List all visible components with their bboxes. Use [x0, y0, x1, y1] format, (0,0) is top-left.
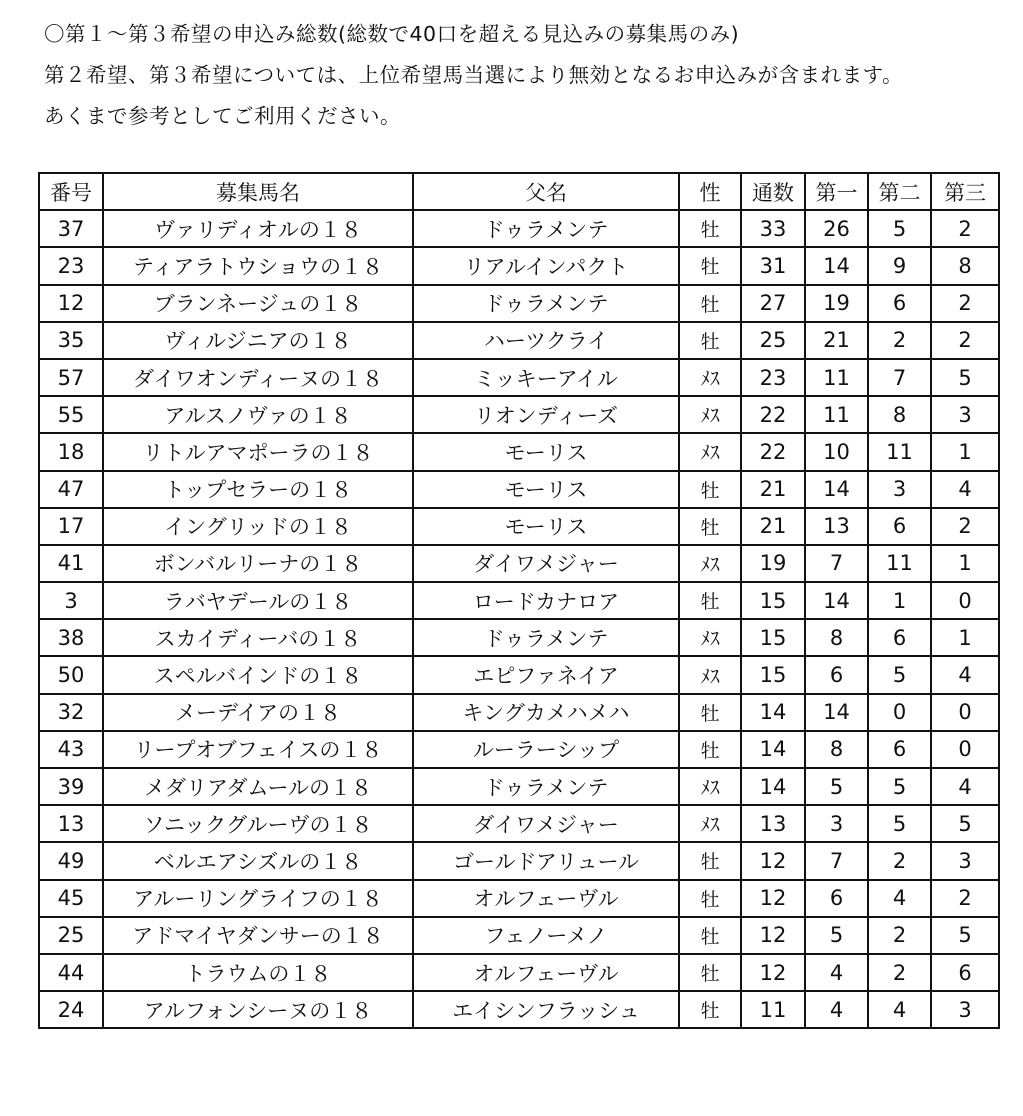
cell-second: 5: [868, 656, 931, 693]
cell-third: 3: [931, 842, 999, 879]
cell-sex: 牡: [679, 954, 741, 991]
cell-second: 2: [868, 842, 931, 879]
cell-sex: ﾒｽ: [679, 396, 741, 433]
cell-sire: キングカメハメハ: [413, 694, 679, 731]
cell-first: 4: [805, 954, 868, 991]
cell-sire: エピファネイア: [413, 656, 679, 693]
cell-sex: 牡: [679, 285, 741, 322]
cell-second: 2: [868, 322, 931, 359]
cell-number: 49: [39, 842, 103, 879]
cell-third: 8: [931, 247, 999, 284]
cell-total: 14: [741, 731, 805, 768]
cell-first: 14: [805, 471, 868, 508]
cell-sire: ドゥラメンテ: [413, 210, 679, 247]
cell-first: 6: [805, 656, 868, 693]
cell-first: 14: [805, 694, 868, 731]
cell-sex: ﾒｽ: [679, 656, 741, 693]
cell-first: 21: [805, 322, 868, 359]
cell-second: 6: [868, 285, 931, 322]
cell-first: 13: [805, 508, 868, 545]
header-horse-name: 募集馬名: [103, 173, 413, 210]
cell-number: 3: [39, 582, 103, 619]
cell-horse-name: ボンバルリーナの１８: [103, 545, 413, 582]
application-count-table: [38, 172, 1000, 1029]
cell-number: 38: [39, 619, 103, 656]
cell-horse-name: ヴァリディオルの１８: [103, 210, 413, 247]
cell-second: 8: [868, 396, 931, 433]
table-row: [39, 322, 999, 359]
cell-sex: 牡: [679, 471, 741, 508]
cell-total: 33: [741, 210, 805, 247]
cell-sire: ロードカナロア: [413, 582, 679, 619]
table-row: [39, 247, 999, 284]
cell-horse-name: メーデイアの１８: [103, 694, 413, 731]
cell-number: 41: [39, 545, 103, 582]
cell-number: 55: [39, 396, 103, 433]
table-row: [39, 210, 999, 247]
header-total: 通数: [741, 173, 805, 210]
cell-sex: 牡: [679, 247, 741, 284]
cell-second: 5: [868, 768, 931, 805]
cell-sex: ﾒｽ: [679, 545, 741, 582]
cell-first: 10: [805, 433, 868, 470]
cell-horse-name: イングリッドの１８: [103, 508, 413, 545]
cell-sex: ﾒｽ: [679, 359, 741, 396]
cell-sire: ハーツクライ: [413, 322, 679, 359]
cell-first: 5: [805, 768, 868, 805]
note-title: 〇第１～第３希望の申込み総数(総数で40口を超える見込みの募集馬のみ): [44, 22, 740, 46]
cell-second: 6: [868, 508, 931, 545]
cell-second: 7: [868, 359, 931, 396]
cell-sex: 牡: [679, 880, 741, 917]
cell-second: 6: [868, 731, 931, 768]
cell-third: 2: [931, 880, 999, 917]
cell-total: 12: [741, 954, 805, 991]
cell-number: 18: [39, 433, 103, 470]
cell-number: 13: [39, 805, 103, 842]
cell-sire: ドゥラメンテ: [413, 768, 679, 805]
cell-sex: 牡: [679, 991, 741, 1028]
cell-sire: オルフェーヴル: [413, 954, 679, 991]
cell-sire: ドゥラメンテ: [413, 285, 679, 322]
cell-horse-name: ラバヤデールの１８: [103, 582, 413, 619]
cell-first: 14: [805, 247, 868, 284]
cell-total: 21: [741, 471, 805, 508]
cell-third: 3: [931, 991, 999, 1028]
cell-first: 11: [805, 396, 868, 433]
cell-sire: オルフェーヴル: [413, 880, 679, 917]
cell-second: 1: [868, 582, 931, 619]
table-body: [39, 210, 999, 1028]
cell-first: 4: [805, 991, 868, 1028]
cell-number: 32: [39, 694, 103, 731]
cell-total: 25: [741, 322, 805, 359]
cell-sire: ダイワメジャー: [413, 805, 679, 842]
cell-horse-name: アルスノヴァの１８: [103, 396, 413, 433]
cell-number: 37: [39, 210, 103, 247]
cell-second: 0: [868, 694, 931, 731]
cell-third: 6: [931, 954, 999, 991]
cell-number: 17: [39, 508, 103, 545]
cell-horse-name: スカイディーバの１８: [103, 619, 413, 656]
table-row: [39, 471, 999, 508]
cell-total: 21: [741, 508, 805, 545]
cell-third: 0: [931, 582, 999, 619]
table-row: [39, 694, 999, 731]
cell-second: 4: [868, 991, 931, 1028]
cell-second: 5: [868, 210, 931, 247]
cell-first: 14: [805, 582, 868, 619]
table-row: [39, 917, 999, 954]
cell-number: 24: [39, 991, 103, 1028]
cell-second: 2: [868, 954, 931, 991]
cell-total: 19: [741, 545, 805, 582]
cell-horse-name: アルーリングライフの１８: [103, 880, 413, 917]
table-row: [39, 619, 999, 656]
cell-first: 8: [805, 619, 868, 656]
table-row: [39, 285, 999, 322]
cell-third: 2: [931, 508, 999, 545]
cell-sire: ゴールドアリュール: [413, 842, 679, 879]
table-row: [39, 359, 999, 396]
cell-number: 50: [39, 656, 103, 693]
cell-number: 44: [39, 954, 103, 991]
notes-block: [44, 14, 1019, 137]
cell-total: 22: [741, 396, 805, 433]
cell-first: 7: [805, 545, 868, 582]
table-row: [39, 880, 999, 917]
cell-horse-name: トラウムの１８: [103, 954, 413, 991]
cell-total: 23: [741, 359, 805, 396]
cell-second: 2: [868, 917, 931, 954]
cell-total: 14: [741, 694, 805, 731]
cell-third: 3: [931, 396, 999, 433]
cell-horse-name: アドマイヤダンサーの１８: [103, 917, 413, 954]
cell-horse-name: ベルエアシズルの１８: [103, 842, 413, 879]
cell-sire: モーリス: [413, 433, 679, 470]
cell-third: 5: [931, 917, 999, 954]
cell-second: 9: [868, 247, 931, 284]
cell-third: 5: [931, 805, 999, 842]
cell-number: 23: [39, 247, 103, 284]
table-row: [39, 731, 999, 768]
cell-horse-name: スペルバインドの１８: [103, 656, 413, 693]
cell-total: 12: [741, 917, 805, 954]
cell-horse-name: ヴィルジニアの１８: [103, 322, 413, 359]
cell-second: 11: [868, 433, 931, 470]
cell-third: 4: [931, 656, 999, 693]
cell-number: 43: [39, 731, 103, 768]
cell-horse-name: リープオブフェイスの１８: [103, 731, 413, 768]
cell-sire: ミッキーアイル: [413, 359, 679, 396]
cell-horse-name: トップセラーの１８: [103, 471, 413, 508]
cell-sex: 牡: [679, 842, 741, 879]
cell-sex: 牡: [679, 694, 741, 731]
table-row: [39, 582, 999, 619]
cell-total: 15: [741, 582, 805, 619]
table-row: [39, 768, 999, 805]
cell-third: 5: [931, 359, 999, 396]
cell-horse-name: ティアラトウショウの１８: [103, 247, 413, 284]
table-row: [39, 805, 999, 842]
cell-first: 3: [805, 805, 868, 842]
cell-first: 5: [805, 917, 868, 954]
cell-sire: ダイワメジャー: [413, 545, 679, 582]
cell-second: 5: [868, 805, 931, 842]
header-second-choice: 第二: [868, 173, 931, 210]
cell-third: 0: [931, 694, 999, 731]
cell-total: 11: [741, 991, 805, 1028]
cell-number: 25: [39, 917, 103, 954]
cell-number: 12: [39, 285, 103, 322]
cell-sire: ドゥラメンテ: [413, 619, 679, 656]
header-number: 番号: [39, 173, 103, 210]
cell-total: 13: [741, 805, 805, 842]
cell-horse-name: リトルアマポーラの１８: [103, 433, 413, 470]
table-row: [39, 954, 999, 991]
cell-number: 35: [39, 322, 103, 359]
cell-sire: モーリス: [413, 508, 679, 545]
cell-sex: ﾒｽ: [679, 619, 741, 656]
cell-sex: 牡: [679, 508, 741, 545]
cell-sire: モーリス: [413, 471, 679, 508]
cell-first: 19: [805, 285, 868, 322]
cell-third: 2: [931, 285, 999, 322]
cell-number: 47: [39, 471, 103, 508]
cell-second: 11: [868, 545, 931, 582]
header-sire: 父名: [413, 173, 679, 210]
cell-total: 12: [741, 880, 805, 917]
cell-total: 12: [741, 842, 805, 879]
cell-total: 15: [741, 619, 805, 656]
cell-first: 8: [805, 731, 868, 768]
cell-number: 45: [39, 880, 103, 917]
table-row: [39, 656, 999, 693]
cell-horse-name: アルフォンシーヌの１８: [103, 991, 413, 1028]
note-reference: あくまで参考としてご利用ください。: [44, 104, 401, 128]
cell-first: 26: [805, 210, 868, 247]
cell-sire: ルーラーシップ: [413, 731, 679, 768]
cell-total: 22: [741, 433, 805, 470]
cell-third: 1: [931, 433, 999, 470]
cell-horse-name: ブランネージュの１８: [103, 285, 413, 322]
header-first-choice: 第一: [805, 173, 868, 210]
cell-horse-name: ダイワオンディーヌの１８: [103, 359, 413, 396]
cell-total: 15: [741, 656, 805, 693]
table-row: [39, 396, 999, 433]
table-header-row: [39, 173, 999, 210]
cell-total: 27: [741, 285, 805, 322]
cell-first: 6: [805, 880, 868, 917]
cell-second: 4: [868, 880, 931, 917]
cell-sex: 牡: [679, 582, 741, 619]
cell-third: 0: [931, 731, 999, 768]
cell-sex: 牡: [679, 731, 741, 768]
cell-sire: リオンディーズ: [413, 396, 679, 433]
cell-sex: ﾒｽ: [679, 805, 741, 842]
cell-third: 4: [931, 768, 999, 805]
table-row: [39, 842, 999, 879]
cell-sire: リアルインパクト: [413, 247, 679, 284]
cell-sire: フェノーメノ: [413, 917, 679, 954]
table-row: [39, 545, 999, 582]
cell-total: 31: [741, 247, 805, 284]
cell-number: 57: [39, 359, 103, 396]
cell-horse-name: ソニックグルーヴの１８: [103, 805, 413, 842]
cell-horse-name: メダリアダムールの１８: [103, 768, 413, 805]
cell-first: 7: [805, 842, 868, 879]
cell-total: 14: [741, 768, 805, 805]
cell-third: 1: [931, 619, 999, 656]
table-row: [39, 991, 999, 1028]
cell-sex: ﾒｽ: [679, 768, 741, 805]
table-row: [39, 433, 999, 470]
cell-first: 11: [805, 359, 868, 396]
cell-third: 4: [931, 471, 999, 508]
cell-sex: 牡: [679, 917, 741, 954]
cell-sire: エイシンフラッシュ: [413, 991, 679, 1028]
cell-third: 2: [931, 210, 999, 247]
cell-sex: ﾒｽ: [679, 433, 741, 470]
cell-sex: 牡: [679, 210, 741, 247]
table-row: [39, 508, 999, 545]
cell-number: 39: [39, 768, 103, 805]
note-disclaimer: 第２希望、第３希望については、上位希望馬当選により無効となるお申込みが含まれます。: [44, 63, 903, 87]
cell-sex: 牡: [679, 322, 741, 359]
cell-third: 2: [931, 322, 999, 359]
header-third-choice: 第三: [931, 173, 999, 210]
cell-second: 6: [868, 619, 931, 656]
header-sex: 性: [679, 173, 741, 210]
cell-third: 1: [931, 545, 999, 582]
cell-second: 3: [868, 471, 931, 508]
